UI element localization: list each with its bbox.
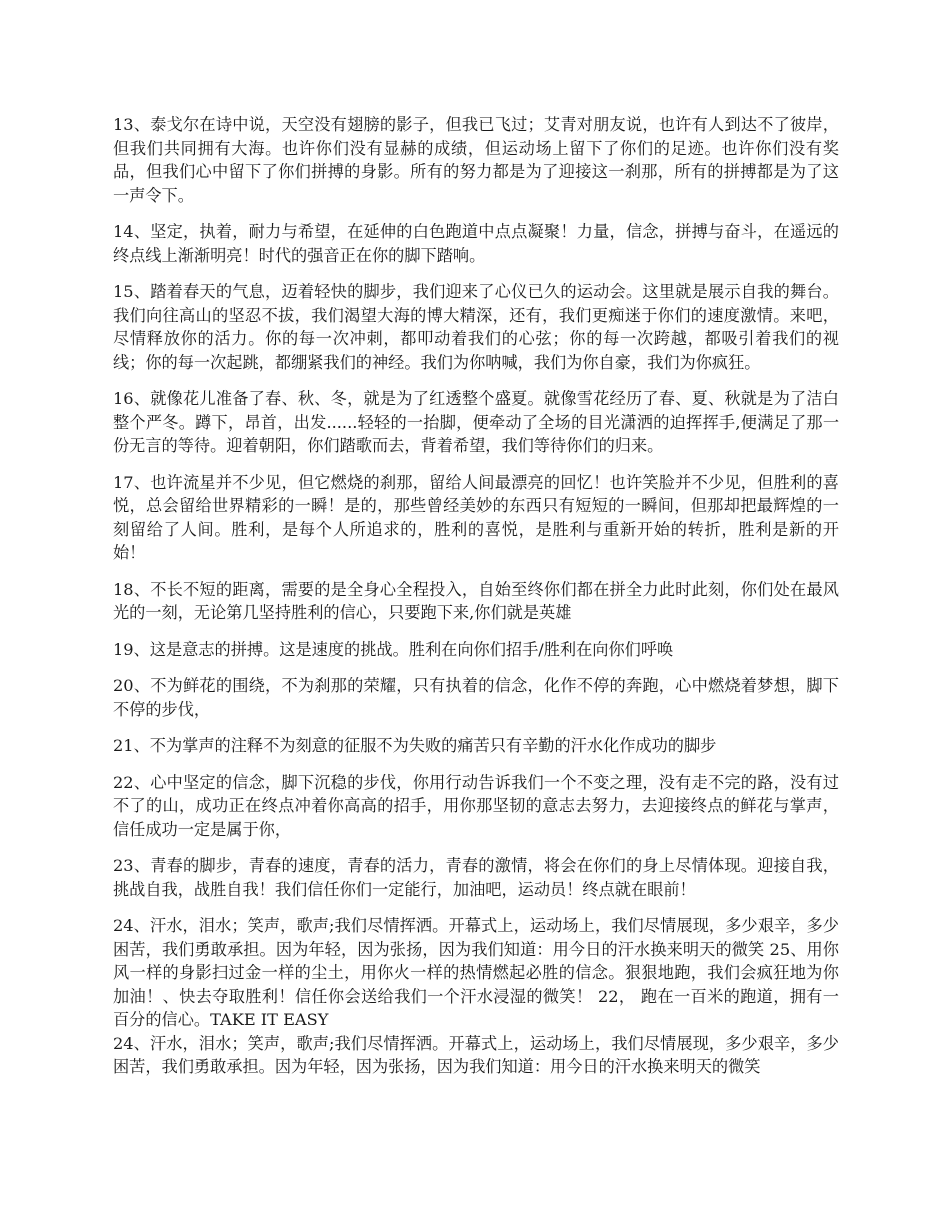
paragraph-19: 19、这是意志的拼搏。这是速度的挑战。胜利在向你们招手/胜利在向你们呼唤: [113, 639, 674, 659]
paragraph-16: 16、就像花儿准备了春、秋、冬，就是为了红透整个盛夏。就像雪花经历了春、夏、秋就是为了洁白整个严冬。蹲下，昂首，出发......轻轻的一抬脚，便牵动了全场的目光潇洒的迫挥挥手,便满足了那一份无言的等待。迎着朝阳，你们踏歌而去，背着希望，我们等待你们的归来。: [113, 389, 839, 455]
paragraph-22: 22、心中坚定的信念，脚下沉稳的步伐，你用行动告诉我们一个不变之理，没有走不完的路，没有过不了的山，成功正在终点冲着你高高的招手，用你那坚韧的意志去努力，去迎接终点的鲜花与掌声，信任成功一定是属于你，: [113, 772, 839, 839]
paragraph-24-repeat: 24、汗水，泪水；笑声，歌声;我们尽情挥洒。开幕式上，运动场上，我们尽情展现，多少艰辛，多少困苦，我们勇敢承担。因为年轻，因为张扬，因为我们知道：用今日的汗水换来明天的微笑: [113, 1033, 839, 1076]
paragraph-15: 15、踏着春天的气息，迈着轻快的脚步，我们迎来了心仪已久的运动会。这里就是展示自我的舞台。我们向往高山的坚忍不拔，我们渴望大海的博大精深，还有，我们更痴迷于你们的速度激情。来吧，尽情释放你的活力。你的每一次冲刺，都叩动着我们的心弦；你的每一次跨越，都吸引着我们的视线；你的每一次起跳，都绷紧我们的神经。我们为你呐喊，我们为你自豪，我们为你疯狂。: [113, 282, 839, 372]
paragraph-23: 23、青春的脚步，青春的速度，青春的活力，青春的激情，将会在你们的身上尽情体现。迎接自我，挑战自我，战胜自我！我们信任你们一定能行，加油吧，运动员！终点就在眼前！: [113, 856, 839, 899]
paragraph-13: 13、泰戈尔在诗中说，天空没有翅膀的影子，但我已飞过；艾青对朋友说，也许有人到达不了彼岸，但我们共同拥有大海。也许你们没有显赫的成绩，但运动场上留下了你们的足迹。也许你们没有奖品，但我们心中留下了你们拼搏的身影。所有的努力都是为了迎接这一刹那，所有的拼搏都是为了这一声令下。: [113, 115, 839, 205]
paragraph-17: 17、也许流星并不少见，但它燃烧的刹那，留给人间最漂亮的回忆！也许笑脸并不少见，但胜利的喜悦，总会留给世界精彩的一瞬！是的，那些曾经美妙的东西只有短短的一瞬间，但那却把最辉煌的一刻留给了人间。胜利，是每个人所追求的，胜利的喜悦，是胜利与重新开始的转折，胜利是新的开始！: [113, 472, 839, 562]
paragraph-18: 18、不长不短的距离，需要的是全身心全程投入，自始至终你们都在拼全力此时此刻，你们处在最风光的一刻，无论第几坚持胜利的信心，只要跑下来,你们就是英雄: [113, 579, 839, 622]
document-page: [113, 113, 839, 1079]
paragraph-24-25: 24、汗水，泪水；笑声，歌声;我们尽情挥洒。开幕式上，运动场上，我们尽情展现，多少艰辛，多少困苦，我们勇敢承担。因为年轻，因为张扬，因为我们知道：用今日的汗水换来明天的微笑 25、用你风一样的身影扫过金一样的尘土，用你火一样的热情燃起必胜的信念。狠狠地跑，我们会疯狂地为你加油！、快去夺取胜利！信任你会送给我们一个汗水浸湿的微笑！ 22， 跑在一百米的跑道，拥有一百分的信心。TAKE IT EASY: [113, 916, 839, 1029]
paragraph-21: 21、不为掌声的注释不为刻意的征服不为失败的痛苦只有辛勤的汗水化作成功的脚步: [113, 736, 717, 755]
paragraph-20: 20、不为鲜花的围绕，不为刹那的荣耀，只有执着的信念，化作不停的奔跑，心中燃烧着梦想，脚下不停的步伐，: [113, 676, 839, 719]
paragraph-14: 14、坚定，执着，耐力与希望，在延伸的白色跑道中点点凝聚！力量，信念，拼搏与奋斗，在遥远的终点线上渐渐明亮！时代的强音正在你的脚下踏响。: [113, 222, 839, 265]
